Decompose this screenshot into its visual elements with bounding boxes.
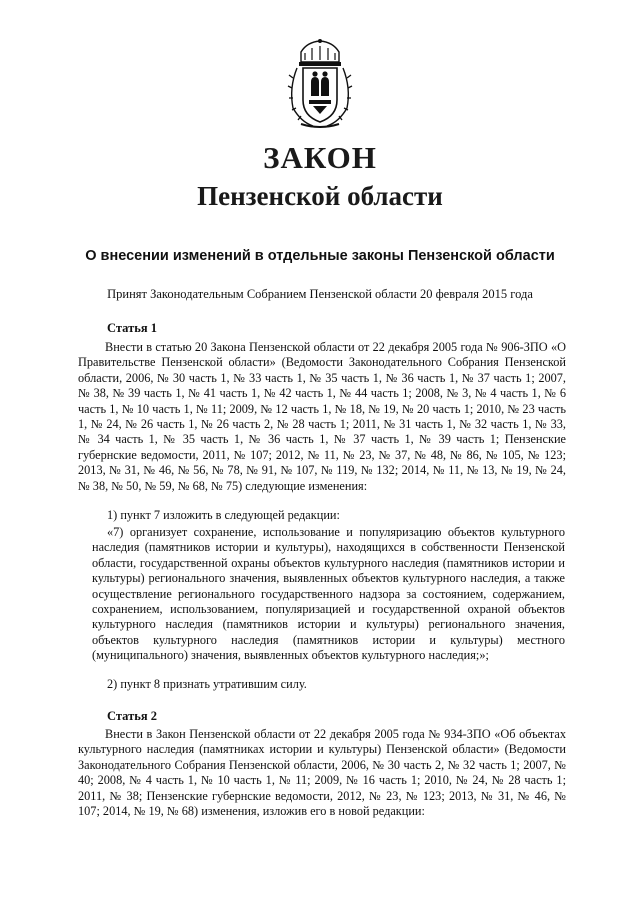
article-1-item-2: 2) пункт 8 признать утратившим силу. — [107, 677, 307, 691]
document-type-title: ЗАКОН — [263, 140, 377, 175]
adoption-note: Принят Законодательным Собранием Пензенской области 20 февраля 2015 года — [107, 287, 533, 301]
penza-region-coat-of-arms-icon — [287, 38, 353, 130]
article-1-heading: Статья 1 — [107, 321, 157, 335]
law-subtitle: О внесении изменений в отдельные законы Пензенской области — [85, 248, 555, 264]
article-2-heading: Статья 2 — [107, 709, 157, 723]
article-1-intro-paragraph: Внести в статью 20 Закона Пензенской области от 22 декабря 2005 года № 906-ЗПО «О Правительстве Пензенской области» (Ведомости Законодательного Собрания Пензенской области, 2006, № 30 часть 1, № 33 часть 1, № 35 часть 1, № 36 часть 1, № 37 часть 1; 2007, № 38, № 39 часть 1, № 41 часть 1, № 42 часть 1, № 44 часть 1; 2008, № 3, № 4 часть 1, № 6 часть 1, № 10 часть 1, № 11; 2009, № 12 часть 1, № 18, № 19, № 20 часть 1; 2010, № 23 часть 1, № 24, № 26 часть 1, № 26 часть 2, № 28 часть 1; 2011, № 31 часть 1, № 32 часть 1, № 33, № 34 часть 1, № 35 часть 1, № 36 часть 1, № 37 часть 1, № 39 часть 1; Пензенские губернские ведомости, 2011, № 107; 2012, № 11, № 23, № 37, № 48, № 86, № 105, № 123; 2013, № 31, № 46, № 56, № 78, № 91, № 107, № 119, № 132; 2014, № 11, № 13, № 19, № 24, № 38, № 50, № 59, № 68, № 75) следующие изменения: — [78, 340, 566, 493]
region-title: Пензенской области — [197, 181, 443, 211]
article-1-item-1: 1) пункт 7 изложить в следующей редакции: — [107, 508, 340, 522]
article-1-quoted-amendment: «7) организует сохранение, использование и популяризацию объектов культурного наследия (памятников истории и культуры), находящихся в собственности Пензенской области, государственной охраны объектов культурного наследия (памятников истории и культуры) регионального значения, выявленных объектов культурного наследия, а также осуществление регионального государственного надзора за состоянием, содержанием, сохранением, использованием, популяризацией и государственной охраной объектов культурного наследия (памятников истории и культуры) регионального значения, объектов культурного наследия (памятников истории и культуры) местного (муниципального) значения, выявленных объектов культурного наследия;»; — [92, 525, 565, 663]
article-2-paragraph: Внести в Закон Пензенской области от 22 декабря 2005 года № 934-ЗПО «Об объектах культурного наследия (памятниках истории и культуры) Пензенской области» (Ведомости Законодательного Собрания Пензенской области, 2006, № 30 часть 2, № 32 часть 1; 2007, № 40; 2008, № 4 часть 1, № 10 часть 1, № 11; 2009, № 16 часть 1; 2010, № 24, № 28 часть 1; 2011, № 38; Пензенские губернские ведомости, 2012, № 23, № 123; 2013, № 31, № 46, № 107; 2014, № 19, № 68) изменения, изложив его в новой редакции: — [78, 727, 566, 819]
